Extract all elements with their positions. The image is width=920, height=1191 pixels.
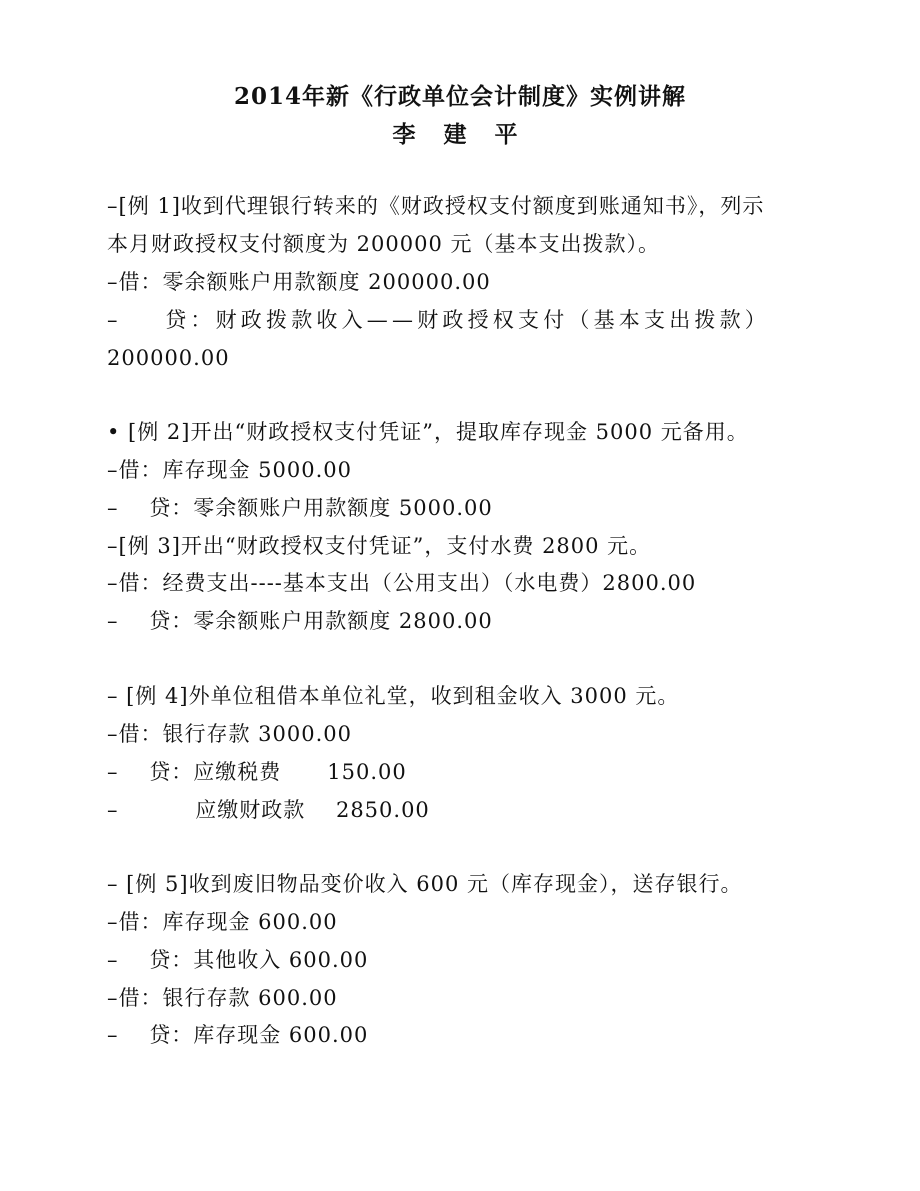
example-2-heading: • [例 2]开出“财政授权支付凭证”，提取库存现金 5000 元备用。 — [107, 420, 749, 444]
example-3-heading: –[例 3]开出“财政授权支付凭证”，支付水费 2800 元。 — [107, 534, 652, 558]
document-title: 2014年新《行政单位会计制度》实例讲解 — [233, 83, 686, 110]
example-1-heading-cont: 本月财政授权支付额度为 200000 元（基本支出拨款）。 — [107, 232, 661, 256]
example-3-credit: – 贷：零余额账户用款额度 2800.00 — [107, 609, 493, 633]
example-1-heading: –[例 1]收到代理银行转来的《财政授权支付额度到账通知书》，列示 — [107, 194, 765, 218]
example-5-credit-cash: – 贷：库存现金 600.00 — [107, 1023, 369, 1047]
example-1-debit: –借：零余额账户用款额度 200000.00 — [107, 270, 491, 294]
example-5-debit-bank: –借：银行存款 600.00 — [107, 986, 338, 1010]
example-2-debit: –借：库存现金 5000.00 — [107, 458, 353, 482]
example-5-credit-other-income: – 贷：其他收入 600.00 — [107, 948, 369, 972]
example-1-credit: – 贷：财政拨款收入——财政授权支付（基本支出拨款） — [107, 308, 770, 332]
example-4-credit-tax: – 贷：应缴税费 150.00 — [107, 760, 407, 784]
example-3-debit: –借：经费支出----基本支出（公用支出）（水电费）2800.00 — [107, 571, 697, 595]
example-1-credit-amount: 200000.00 — [107, 346, 230, 370]
example-4-credit-fiscal: – 应缴财政款 2850.00 — [107, 798, 430, 822]
example-4-heading: – [例 4]外单位租借本单位礼堂，收到租金收入 3000 元。 — [107, 684, 680, 708]
example-5-debit-cash: –借：库存现金 600.00 — [107, 910, 338, 934]
example-2-credit: – 贷：零余额账户用款额度 5000.00 — [107, 496, 493, 520]
example-5-heading: – [例 5]收到废旧物品变价收入 600 元（库存现金），送存银行。 — [107, 872, 743, 896]
document-author: 李 建 平 — [392, 121, 528, 148]
example-4-debit: –借：银行存款 3000.00 — [107, 722, 353, 746]
